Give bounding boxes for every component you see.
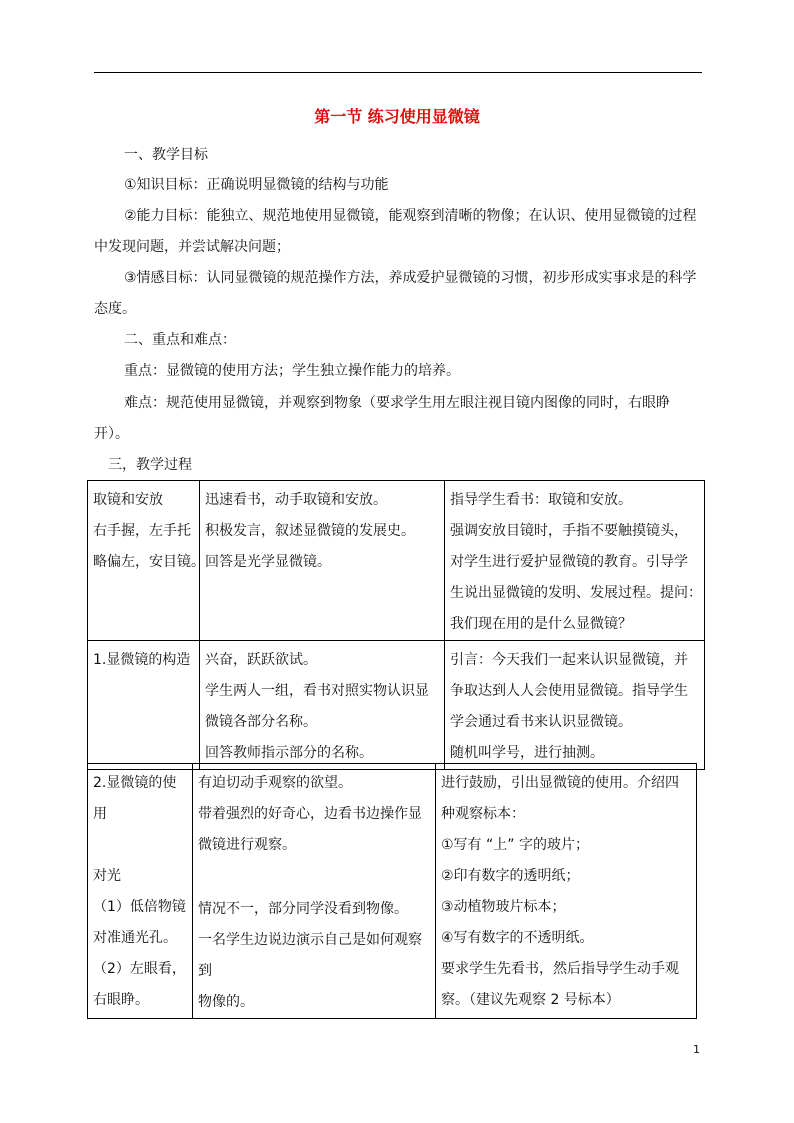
teacher-activity-cell: 引言：今天我们一起来认识显微镜，并 争取达到人人会使用显微镜。指导学生 学会通过看书来认识显微镜。 随机叫学号，进行抽测。 xyxy=(445,641,705,770)
header-rule xyxy=(94,72,702,73)
objectives-heading: 一、教学目标 xyxy=(124,147,208,163)
table-row xyxy=(88,764,697,1019)
teaching-process-table-continued xyxy=(87,763,697,1019)
student-activity-cell: 迅速看书，动手取镜和安放。 积极发言，叙述显微镜的发展史。 回答是光学显微镜。 xyxy=(200,481,445,641)
difficulty-line2: 开）。 xyxy=(94,426,129,442)
page-number: 1 xyxy=(693,1043,700,1056)
emotion-objective-line1: ③情感目标：认同显微镜的规范操作方法，养成爱护显微镜的习惯，初步形成实事求是的科学 xyxy=(124,270,697,286)
knowledge-objective: ①知识目标：正确说明显微镜的结构与功能 xyxy=(124,177,389,193)
key-point: 重点：显微镜的使用方法；学生独立操作能力的培养。 xyxy=(124,363,460,379)
table-row xyxy=(88,641,705,770)
stage-cell: 2.显微镜的使 用 对光 （1）低倍物镜 对准通光孔。 （2）左眼看， 右眼睁。 xyxy=(88,764,193,1019)
key-points-heading: 二、重点和难点： xyxy=(124,332,236,348)
student-activity-cell: 有迫切动手观察的欲望。 带着强烈的好奇心，边看书边操作显 微镜进行观察。 情况不一，部分同学没看到物像。 一名学生边说边演示自己是如何观察 到 物像的。 xyxy=(193,764,436,1019)
ability-objective-line1: ②能力目标：能独立、规范地使用显微镜，能观察到清晰的物像；在认识、使用显微镜的过程 xyxy=(124,208,697,224)
emotion-objective-line2: 态度。 xyxy=(94,301,136,317)
ability-objective-line2: 中发现问题，并尝试解决问题； xyxy=(94,239,290,255)
teacher-activity-cell: 进行鼓励，引出显微镜的使用。介绍四 种观察标本： ①写有 “上” 字的玻片； ②印有数字的透明纸； ③动植物玻片标本； ④写有数字的不透明纸。 要求学生先看书，然后指导学生动手观 察。（建议先观察 2 号标本） xyxy=(436,764,697,1019)
difficulty-line1: 难点：规范使用显微镜，并观察到物象（要求学生用左眼注视目镜内图像的同时，右眼睁 xyxy=(124,395,670,411)
student-activity-cell: 兴奋，跃跃欲试。 学生两人一组，看书对照实物认识显 微镜各部分名称。 回答教师指示部分的名称。 xyxy=(200,641,445,770)
teacher-activity-cell: 指导学生看书：取镜和安放。 强调安放目镜时，手指不要触摸镜头， 对学生进行爱护显微镜的教育。引导学 生说出显微镜的发明、发展过程。提问： 我们现在用的是什么显微镜？ xyxy=(445,481,705,641)
stage-cell: 1.显微镜的构造 xyxy=(88,641,200,770)
process-heading: 三，教学过程 xyxy=(108,457,192,473)
stage-cell: 取镜和安放 右手握，左手托 略偏左，安目镜。 xyxy=(88,481,200,641)
table-row xyxy=(88,481,705,641)
teaching-process-table xyxy=(87,480,705,770)
page-title: 第一节 练习使用显微镜 xyxy=(314,107,480,126)
